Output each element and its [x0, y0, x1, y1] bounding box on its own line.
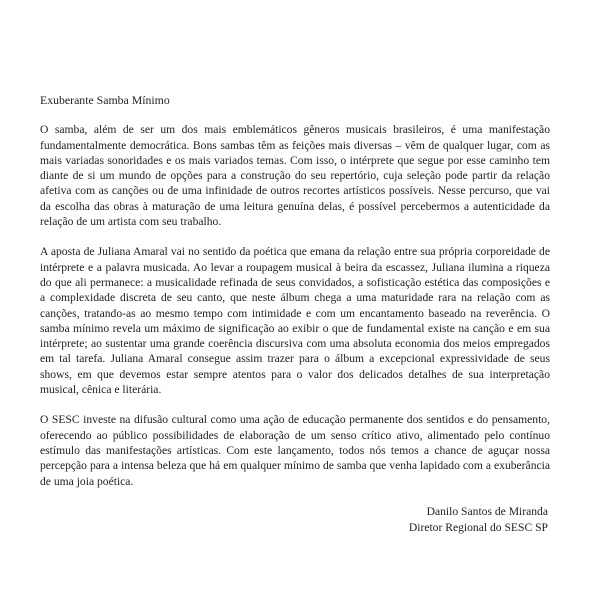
signature-role: Diretor Regional do SESC SP	[408, 520, 548, 534]
paragraph-1: O samba, além de ser um dos mais emblemáticos gêneros musicais brasileiros, é uma manifestação fundamentalmente democrática. Bons sambas têm as feições mais diversas – vêm de qualquer lugar, com as mais variadas sonoridades e os mais variados temas. Com isso, o intérprete que segue por esse caminho tem diante de si um mundo de opções para a construção do seu repertório, cuja seleção pode partir da relação afetiva com as canções ou de uma infinidade de outros recortes artísticos possíveis. Nesse percurso, que vai da escolha das obras à maturação de uma leitura genuína delas, é possível percebermos a autenticidade da relação de um artista com seu trabalho.	[40, 123, 550, 229]
paragraph-2: A aposta de Juliana Amaral vai no sentido da poética que emana da relação entre sua própria corporeidade de intérprete e a palavra musicada. Ao levar a roupagem musical à beira da escassez, Juliana ilumina a riqueza do que ali permanece: a musicalidade refinada de seus convidados, a sofisticação estética das composições e a complexidade discreta de seu canto, que neste álbum chega a uma maturidade rara na relação com as canções, tratando-as ao mesmo tempo com intimidade e com um encantamento baseado na reverência. O samba mínimo revela um máximo de significação ao exibir o que de fundamental existe na canção e em sua intérprete; ao sustentar uma grande coerência discursiva com uma absoluta economia dos meios empregados em tal tarefa. Juliana Amaral consegue assim trazer para o álbum a excepcional expressividade de seus shows, em que devemos estar sempre atentos para o valor dos delicados detalhes de sua interpretação musical, cênica e literária.	[40, 245, 550, 397]
document-page	[40, 93, 550, 536]
signature-name: Danilo Santos de Miranda	[426, 504, 548, 518]
document-title: Exuberante Samba Mínimo	[40, 93, 170, 107]
signature-block	[40, 504, 550, 536]
paragraph-3: O SESC investe na difusão cultural como uma ação de educação permanente dos sentidos e do pensamento, oferecendo ao público possibilidades de elaboração de um senso crítico ativo, alimentado pelo contínuo estímulo das manifestações artísticas. Com este lançamento, todos nós temos a chance de aguçar nossa percepção para a intensa beleza que há em qualquer mínimo de samba que venha lapidado com a exuberância de uma joia poética.	[40, 413, 550, 488]
